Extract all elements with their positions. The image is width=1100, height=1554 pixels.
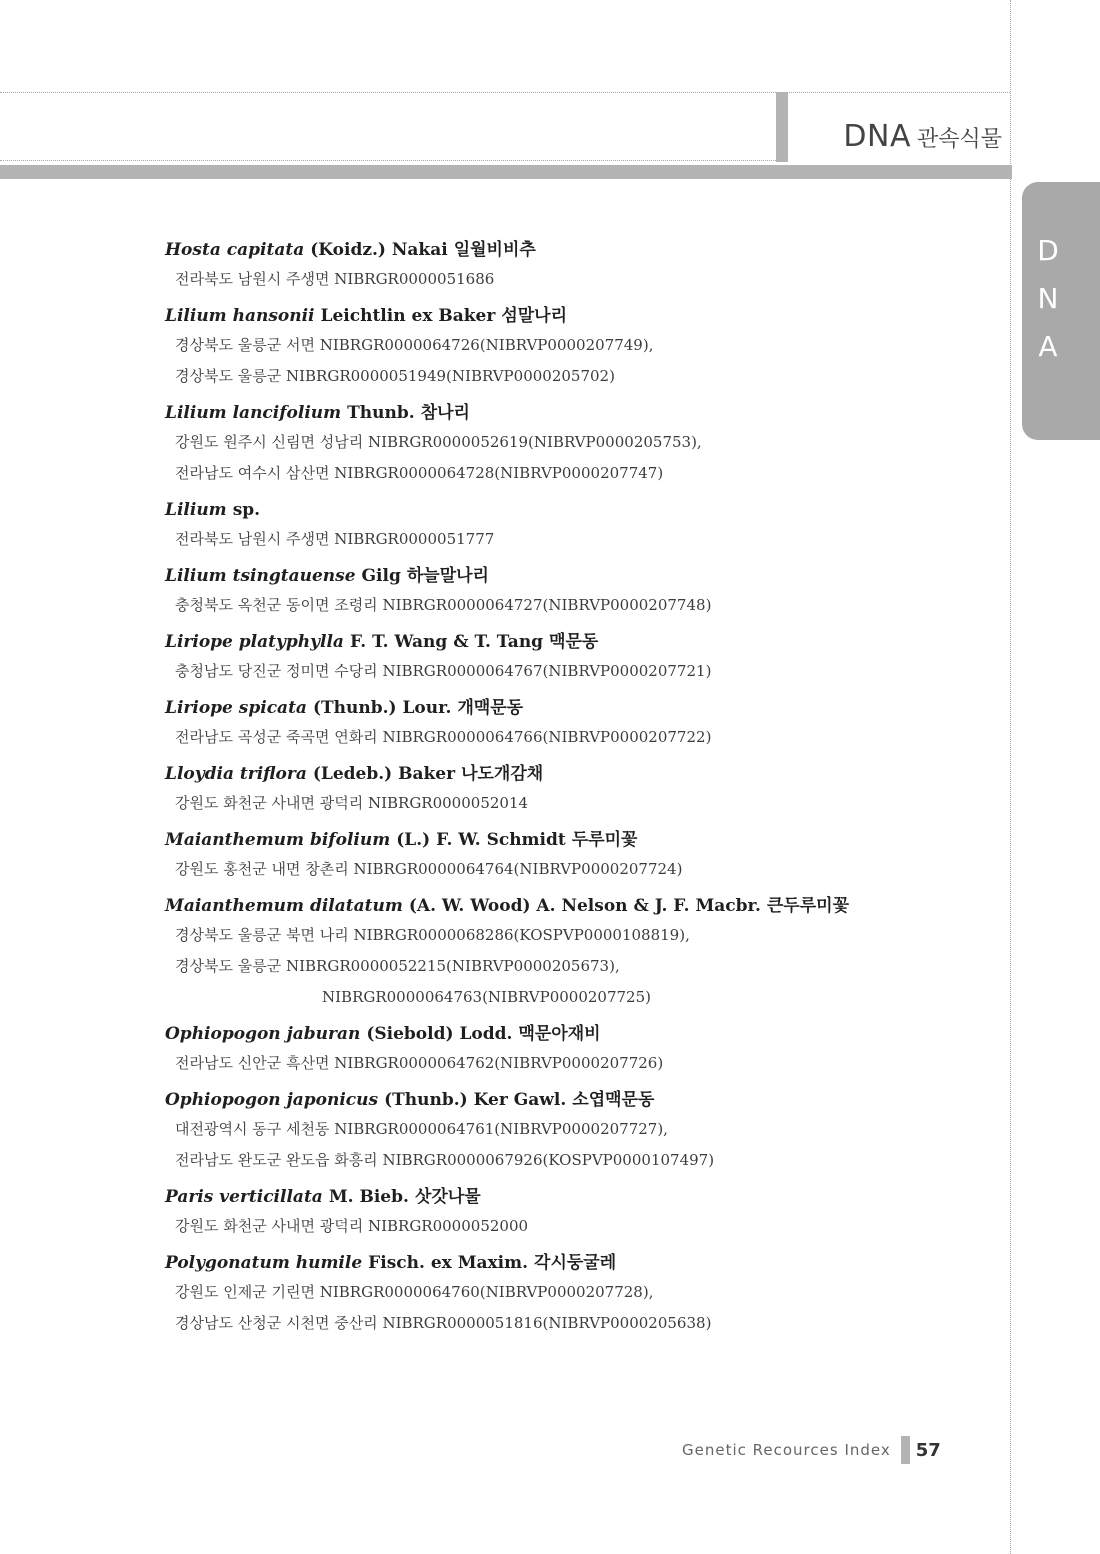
specimen-record: 전라남도 곡성군 죽곡면 연화리 NIBRGR0000064766(NIBRVP0000207722) <box>175 728 712 746</box>
specimen-record: 대전광역시 동구 세천동 NIBRGR0000064761(NIBRVP0000207727), <box>175 1120 668 1138</box>
side-tab <box>1022 182 1100 440</box>
korean-name: 개맥문동 <box>457 698 524 718</box>
species-entry <box>165 399 985 489</box>
side-tab-letter: D <box>1037 234 1059 267</box>
species-entry <box>165 496 985 555</box>
scientific-name: Ophiopogon japonicus <box>165 1090 379 1110</box>
specimen-record: 경상북도 울릉군 서면 NIBRGR0000064726(NIBRVP0000207749), <box>175 336 654 354</box>
page-number: 57 <box>915 1439 941 1461</box>
species-title <box>165 760 985 788</box>
header-dotted-rule <box>0 160 776 161</box>
author-name: sp. <box>232 500 261 520</box>
species-list <box>165 236 985 1346</box>
footer-bar <box>901 1436 910 1464</box>
species-title <box>165 826 985 854</box>
author-name: (Koidz.) Nakai <box>310 240 448 260</box>
specimen-record: 강원도 인제군 기린면 NIBRGR0000064760(NIBRVP0000207728), <box>175 1283 654 1301</box>
specimen-record: 전라북도 남원시 주생면 NIBRGR0000051686 <box>175 270 495 288</box>
species-title <box>165 628 985 656</box>
species-title <box>165 399 985 427</box>
section-header <box>776 92 1010 162</box>
author-name: Fisch. ex Maxim. <box>368 1253 529 1273</box>
korean-name: 일월비비추 <box>453 240 536 260</box>
header-title-en: DNA <box>843 119 911 154</box>
specimen-record: 전라남도 여수시 삼산면 NIBRGR0000064728(NIBRVP0000207747) <box>175 464 664 482</box>
korean-name: 섬말나리 <box>501 306 568 326</box>
scientific-name: Liriope platyphylla <box>165 632 344 652</box>
korean-name: 각시둥굴레 <box>534 1253 617 1273</box>
species-entry <box>165 1020 985 1079</box>
side-tab-letter: N <box>1037 282 1059 315</box>
species-entry <box>165 562 985 621</box>
specimen-record: 강원도 화천군 사내면 광덕리 NIBRGR0000052014 <box>175 794 529 812</box>
species-entry <box>165 302 985 392</box>
species-title <box>165 1183 985 1211</box>
author-name: Leichtlin ex Baker <box>320 306 496 326</box>
species-entry <box>165 1183 985 1242</box>
species-entry <box>165 628 985 687</box>
species-title <box>165 1086 985 1114</box>
header-grey-bar <box>0 165 1012 179</box>
side-tab-letter: A <box>1038 330 1058 363</box>
specimen-record: 전라남도 신안군 흑산면 NIBRGR0000064762(NIBRVP0000207726) <box>175 1054 664 1072</box>
scientific-name: Lilium hansonii <box>165 306 315 326</box>
footer-text: Genetic Recources Index <box>682 1441 891 1459</box>
species-title <box>165 892 985 920</box>
korean-name: 맥문아재비 <box>518 1024 601 1044</box>
specimen-record: 경상남도 산청군 시천면 중산리 NIBRGR0000051816(NIBRVP0000205638) <box>175 1314 712 1332</box>
species-title <box>165 1020 985 1048</box>
author-name: (Siebold) Lodd. <box>366 1024 513 1044</box>
scientific-name: Paris verticillata <box>165 1187 323 1207</box>
author-name: Thunb. <box>347 403 415 423</box>
author-name: Gilg <box>361 566 401 586</box>
specimen-record: 전라북도 남원시 주생면 NIBRGR0000051777 <box>175 530 495 548</box>
author-name: M. Bieb. <box>328 1187 409 1207</box>
korean-name: 소엽맥문동 <box>572 1090 655 1110</box>
species-title <box>165 562 985 590</box>
korean-name: 삿갓나물 <box>414 1187 481 1207</box>
specimen-record: 경상북도 울릉군 NIBRGR0000051949(NIBRVP0000205702) <box>175 367 615 385</box>
author-name: (Ledeb.) Baker <box>312 764 456 784</box>
specimen-record: 경상북도 울릉군 북면 나리 NIBRGR0000068286(KOSPVP0000108819), <box>175 926 690 944</box>
scientific-name: Lilium tsingtauense <box>165 566 356 586</box>
specimen-record: 강원도 원주시 신림면 성남리 NIBRGR0000052619(NIBRVP0000205753), <box>175 433 702 451</box>
author-name: F. T. Wang & T. Tang <box>349 632 544 652</box>
korean-name: 참나리 <box>420 403 470 423</box>
species-title <box>165 302 985 330</box>
header-title <box>843 119 1002 154</box>
header-title-ko: 관속식물 <box>916 127 1002 152</box>
specimen-record: NIBRGR0000064763(NIBRVP0000207725) <box>322 988 651 1006</box>
page-footer <box>682 1436 941 1464</box>
specimen-record: 경상북도 울릉군 NIBRGR0000052215(NIBRVP0000205673), <box>175 957 620 975</box>
scientific-name: Hosta capitata <box>165 240 305 260</box>
author-name: (L.) F. W. Schmidt <box>396 830 566 850</box>
species-entry <box>165 760 985 819</box>
korean-name: 큰두루미꽃 <box>766 896 849 916</box>
species-entry <box>165 1249 985 1339</box>
species-entry <box>165 892 985 1013</box>
species-title <box>165 694 985 722</box>
scientific-name: Polygonatum humile <box>165 1253 363 1273</box>
species-entry <box>165 694 985 753</box>
korean-name: 나도개감채 <box>461 764 544 784</box>
author-name: (Thunb.) Ker Gawl. <box>384 1090 567 1110</box>
specimen-record: 전라남도 완도군 완도읍 화흥리 NIBRGR0000067926(KOSPVP0000107497) <box>175 1151 715 1169</box>
scientific-name: Lilium <box>165 500 227 520</box>
species-title <box>165 236 985 264</box>
korean-name: 두루미꽃 <box>571 830 638 850</box>
korean-name: 하늘말나리 <box>406 566 489 586</box>
author-name: (A. W. Wood) A. Nelson & J. F. Macbr. <box>408 896 761 916</box>
specimen-record: 강원도 홍천군 내면 창촌리 NIBRGR0000064764(NIBRVP0000207724) <box>175 860 683 878</box>
scientific-name: Ophiopogon jaburan <box>165 1024 361 1044</box>
korean-name: 맥문동 <box>549 632 599 652</box>
scientific-name: Liriope spicata <box>165 698 307 718</box>
right-dotted-rule <box>1010 0 1011 1554</box>
species-title <box>165 496 985 524</box>
species-entry <box>165 236 985 295</box>
scientific-name: Lloydia triflora <box>165 764 307 784</box>
specimen-record: 충청남도 당진군 정미면 수당리 NIBRGR0000064767(NIBRVP0000207721) <box>175 662 712 680</box>
species-entry <box>165 1086 985 1176</box>
scientific-name: Lilium lancifolium <box>165 403 342 423</box>
author-name: (Thunb.) Lour. <box>312 698 452 718</box>
species-entry <box>165 826 985 885</box>
specimen-record: 충청북도 옥천군 동이면 조령리 NIBRGR0000064727(NIBRVP0000207748) <box>175 596 712 614</box>
scientific-name: Maianthemum dilatatum <box>165 896 403 916</box>
scientific-name: Maianthemum bifolium <box>165 830 391 850</box>
species-title <box>165 1249 985 1277</box>
specimen-record: 강원도 화천군 사내면 광덕리 NIBRGR0000052000 <box>175 1217 529 1235</box>
